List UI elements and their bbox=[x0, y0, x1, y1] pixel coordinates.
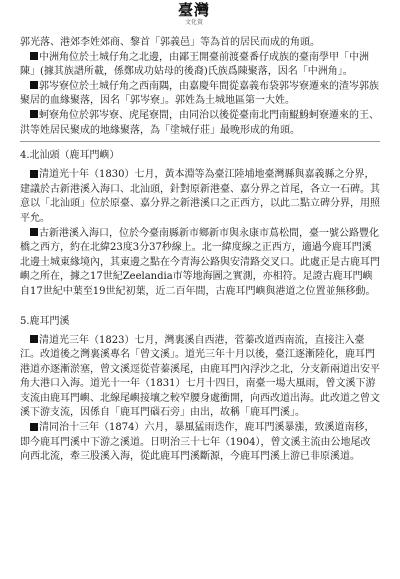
bullet-text: 蚵寮角位於郭岑寮、虎尾寮間，由同治以後從臺南北門南鯤鯓蚵寮遷來的王、洪等姓居民聚成的地緣聚落，為「塗城仔莊」最晚形成的角頭。 bbox=[20, 109, 379, 136]
bullet-text: 郭岑寮位於土城仔角之西南隅，由嘉慶年間從嘉義布袋郭岑寮遷來的渣岑郭族聚居的血緣聚落，因名「郭岑寮」。郭姓為土城地區第一大姓。 bbox=[20, 80, 379, 107]
body-paragraph bbox=[20, 421, 380, 465]
bullet-square-icon bbox=[30, 423, 38, 431]
body-paragraph bbox=[20, 168, 380, 226]
bullet-square-icon bbox=[30, 228, 38, 236]
bullet-paragraph bbox=[20, 80, 380, 109]
bullet-square-icon bbox=[30, 170, 38, 178]
section-heading: 4.北汕頭（鹿耳門嶼） bbox=[20, 150, 120, 162]
body-paragraph bbox=[20, 334, 380, 422]
bullet-square-icon bbox=[30, 335, 38, 343]
magazine-logo bbox=[161, 2, 227, 28]
bullet-paragraph bbox=[20, 109, 380, 138]
bullet-paragraph bbox=[20, 51, 380, 80]
paragraph-text: 清同治十三年（1874）六月，暴風猛雨迭作，鹿耳門溪暴漲，致溪道南移，即今鹿耳門溪中下游之溪道。日明治三十七年（1904），曾文溪主流由公地尾改向西北流，牽三股溪入海，從此鹿耳門溪斷源，今鹿耳門溪上游已非原溪道。 bbox=[20, 422, 375, 463]
paragraph-text: 清道光三年（1823）七月，灣裏溪自西港，菅蓁改道西南流，直接注入臺江。改道後之灣裏溪專名「曾文溪」。道光三年十月以後，臺江逐漸陸化，鹿耳門港道亦逐漸淤塞，曾文溪逕從菅蓁溪尾，由鹿耳門內浮沙之北，分支新兩道出安平角大港口入海。道光十一年（1831）七月十四日，南臺一場大風雨，曾文溪下游支流由鹿耳門嶼、北線尾嶼接壤之較窄腰身處衝開，向西改道出海。此改道之曾文溪下游支流，因係自「鹿耳門碯石旁」由出，故稱「鹿耳門溪」。 bbox=[20, 334, 380, 419]
body-paragraph bbox=[20, 227, 380, 300]
bullet-square-icon bbox=[30, 81, 38, 89]
section-heading: 5.鹿耳門溪 bbox=[20, 315, 70, 327]
section-divider bbox=[20, 141, 380, 142]
bullet-square-icon bbox=[30, 52, 38, 60]
page-header bbox=[0, 0, 400, 32]
paragraph-text: 古新港溪入海口，位於今臺南縣新市鄉新市與永康市蔦松間，臺一號公路豐化橋之西方，約在北緯23度3分37秒線上。北一緯度線之正西方，適過今鹿耳門溪北邊土城東緣境內，其東邊之點在今青海公路與安清路交叉口。此處正是古鹿耳門嶼之所在，據之17世紀Zeelandia市等地海圖之實測，亦相符。足證古鹿耳門嶼自17世紀中葉至19世紀初葉，近二百年間，古鹿耳門嶼與港道之位置並無移動。 bbox=[20, 227, 380, 297]
bullet-text: 中洲角位於土城仔角之北邊，由鄙王開臺前渡臺番仔成族的臺南學甲「中洲陳」(據其族譜所載，係鄭成功姑母的後裔)氏族爲陳聚落，因名「中洲角」。 bbox=[20, 51, 369, 78]
paragraph-text: 清道光十年（1830）七月，黃本淵等為臺江陸埔地臺灣縣與嘉義縣之分界，建議於古新港溪入海口、北汕頭，針對原新港臺、嘉分界之首尾，各立一石碑。其意以「北汕頭」位於原臺、嘉分界之新港溪口之正西方，以此二點立碑分界，用照平允。 bbox=[20, 169, 380, 224]
intro-line: 郭光落、港郊李姓郊商、黎首「郭義邑」等為首的居民而成的角頭。 bbox=[20, 37, 320, 48]
logo-sub-text: 文化資 bbox=[184, 19, 203, 26]
bullet-square-icon bbox=[30, 110, 38, 118]
section-gap bbox=[20, 300, 380, 314]
logo-main-text: 臺灣 bbox=[177, 1, 210, 19]
article-body bbox=[20, 36, 380, 465]
